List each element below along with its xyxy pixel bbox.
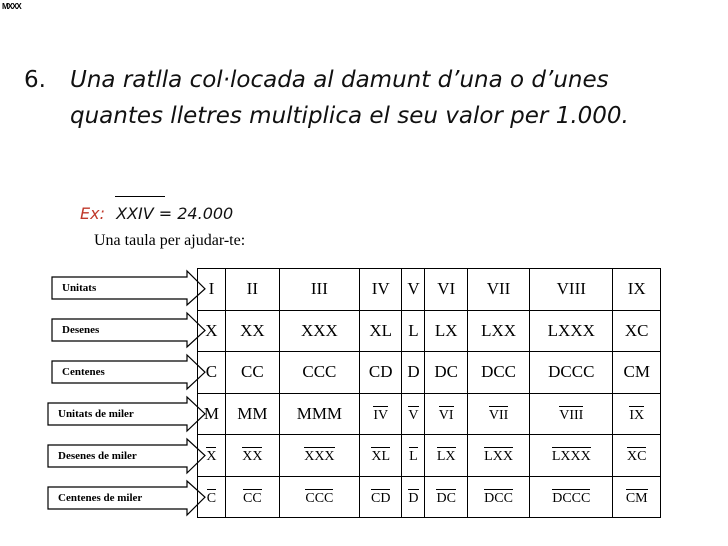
numeral: IX: [627, 279, 646, 299]
numeral: LXX: [484, 449, 513, 465]
numeral: V: [408, 407, 419, 423]
row-label: Centenes: [62, 366, 105, 378]
numeral: V: [407, 279, 420, 299]
table-cell: [402, 476, 425, 518]
table-cell: [225, 476, 279, 518]
row-label: Unitats: [62, 282, 97, 294]
table-cell: [425, 435, 468, 477]
example-label: Ex:: [80, 204, 105, 223]
table-cell: [279, 435, 359, 477]
numeral: MMM: [296, 403, 343, 423]
numeral: D: [408, 490, 419, 506]
table-cell: [359, 310, 402, 352]
table-cell: [467, 393, 529, 435]
numeral: XXX: [304, 449, 335, 465]
roman-numeral-table: [197, 268, 661, 518]
numeral: XC: [627, 449, 647, 465]
table-cell: [467, 476, 529, 518]
numeral: CD: [368, 362, 393, 382]
table-cell: [225, 269, 279, 311]
table-cell: [425, 476, 468, 518]
table-row: [198, 269, 661, 311]
table-cell: [279, 269, 359, 311]
table-cell: [467, 352, 529, 394]
numeral: CCC: [302, 362, 337, 382]
table-cell: [225, 435, 279, 477]
table-cell: [613, 269, 661, 311]
numeral: IX: [629, 407, 645, 423]
table-cell: [359, 476, 402, 518]
table-cell: [613, 476, 661, 518]
numeral: DCC: [481, 362, 517, 382]
numeral: CC: [241, 362, 264, 382]
table-cell: [402, 310, 425, 352]
table-cell: [198, 435, 226, 477]
numeral: I: [208, 279, 215, 299]
table-row: [198, 435, 661, 477]
table-cell: [402, 435, 425, 477]
table-cell: [530, 476, 613, 518]
numeral: DCC: [484, 490, 513, 506]
numeral: IV: [373, 407, 389, 423]
numeral: XX: [242, 449, 263, 465]
numeral: DCCC: [552, 490, 591, 506]
table-cell: [279, 393, 359, 435]
table-row: [198, 352, 661, 394]
numeral: CM: [625, 490, 648, 506]
table-cell: [467, 435, 529, 477]
row-label: Centenes de miler: [58, 492, 143, 504]
table-cell: [425, 352, 468, 394]
numeral: DC: [434, 362, 458, 382]
table-cell: [198, 310, 226, 352]
table-cell: [467, 269, 529, 311]
table-cell: [530, 393, 613, 435]
numeral: L: [408, 320, 419, 340]
numeral: MM: [237, 403, 268, 423]
row-label: Desenes de miler: [58, 450, 137, 462]
table-cell: [359, 352, 402, 394]
table-cell: [225, 352, 279, 394]
numeral: CM: [623, 362, 650, 382]
numeral: LXXX: [551, 449, 591, 465]
numeral: CC: [243, 490, 262, 506]
table-cell: [613, 393, 661, 435]
row-label: Unitats de miler: [58, 408, 134, 420]
table-cell: [613, 310, 661, 352]
table-cell: [198, 352, 226, 394]
table-cell: [530, 269, 613, 311]
table-cell: [530, 435, 613, 477]
table-title: Una taula per ajudar-te:: [94, 232, 246, 249]
numeral: III: [310, 279, 328, 299]
numeral: LX: [434, 320, 458, 340]
numeral: VII: [488, 407, 509, 423]
numeral: LXX: [481, 320, 517, 340]
table-row: [198, 393, 661, 435]
table-cell: [225, 310, 279, 352]
table-row: [198, 476, 661, 518]
numeral: VI: [438, 407, 454, 423]
table-cell: [359, 435, 402, 477]
table-cell: [359, 269, 402, 311]
table-cell: [467, 310, 529, 352]
numeral: XL: [369, 320, 393, 340]
numeral: XL: [371, 449, 391, 465]
rule-number: 6.: [24, 67, 46, 93]
numeral: XX: [240, 320, 265, 340]
numeral: IV: [371, 279, 390, 299]
table-cell: [402, 393, 425, 435]
table-cell: [425, 269, 468, 311]
table-cell: [425, 310, 468, 352]
numeral: CD: [370, 490, 391, 506]
table-cell: [613, 435, 661, 477]
numeral: C: [205, 362, 218, 382]
numeral: CCC: [305, 490, 334, 506]
numeral: VI: [437, 279, 456, 299]
numeral: VIII: [556, 279, 586, 299]
table-cell: [613, 352, 661, 394]
numeral: X: [205, 320, 218, 340]
table-cell: [279, 352, 359, 394]
table-cell: [425, 393, 468, 435]
table-cell: [530, 310, 613, 352]
table-cell: [402, 352, 425, 394]
numeral: VIII: [559, 407, 584, 423]
table-cell: [198, 393, 226, 435]
numeral: X: [206, 449, 217, 465]
row-label: Desenes: [62, 324, 100, 336]
numeral: DCCC: [548, 362, 595, 382]
table-cell: [530, 352, 613, 394]
numeral: M: [203, 403, 219, 423]
rule-text: Una ratlla col·locada al damunt d’una o d’unes quantes lletres multiplica el seu valor per 1.000.: [70, 67, 629, 129]
table-row: [198, 310, 661, 352]
example-numeral: XXIV: [116, 204, 154, 223]
numeral: II: [246, 279, 258, 299]
numeral: D: [407, 362, 420, 382]
table-cell: [359, 393, 402, 435]
numeral: LX: [436, 449, 456, 465]
numeral: DC: [436, 490, 456, 506]
table-cell: [279, 310, 359, 352]
table-cell: [198, 269, 226, 311]
corner-mark: MXXX: [2, 2, 21, 11]
table-cell: [279, 476, 359, 518]
numeral: L: [409, 449, 418, 465]
table-cell: [198, 476, 226, 518]
numeral: C: [206, 490, 217, 506]
table-cell: [225, 393, 279, 435]
numeral: VII: [486, 279, 511, 299]
table-cell: [402, 269, 425, 311]
numeral: LXXX: [547, 320, 595, 340]
numeral: XC: [624, 320, 649, 340]
example-result: = 24.000: [158, 204, 234, 223]
numeral: XXX: [300, 320, 338, 340]
